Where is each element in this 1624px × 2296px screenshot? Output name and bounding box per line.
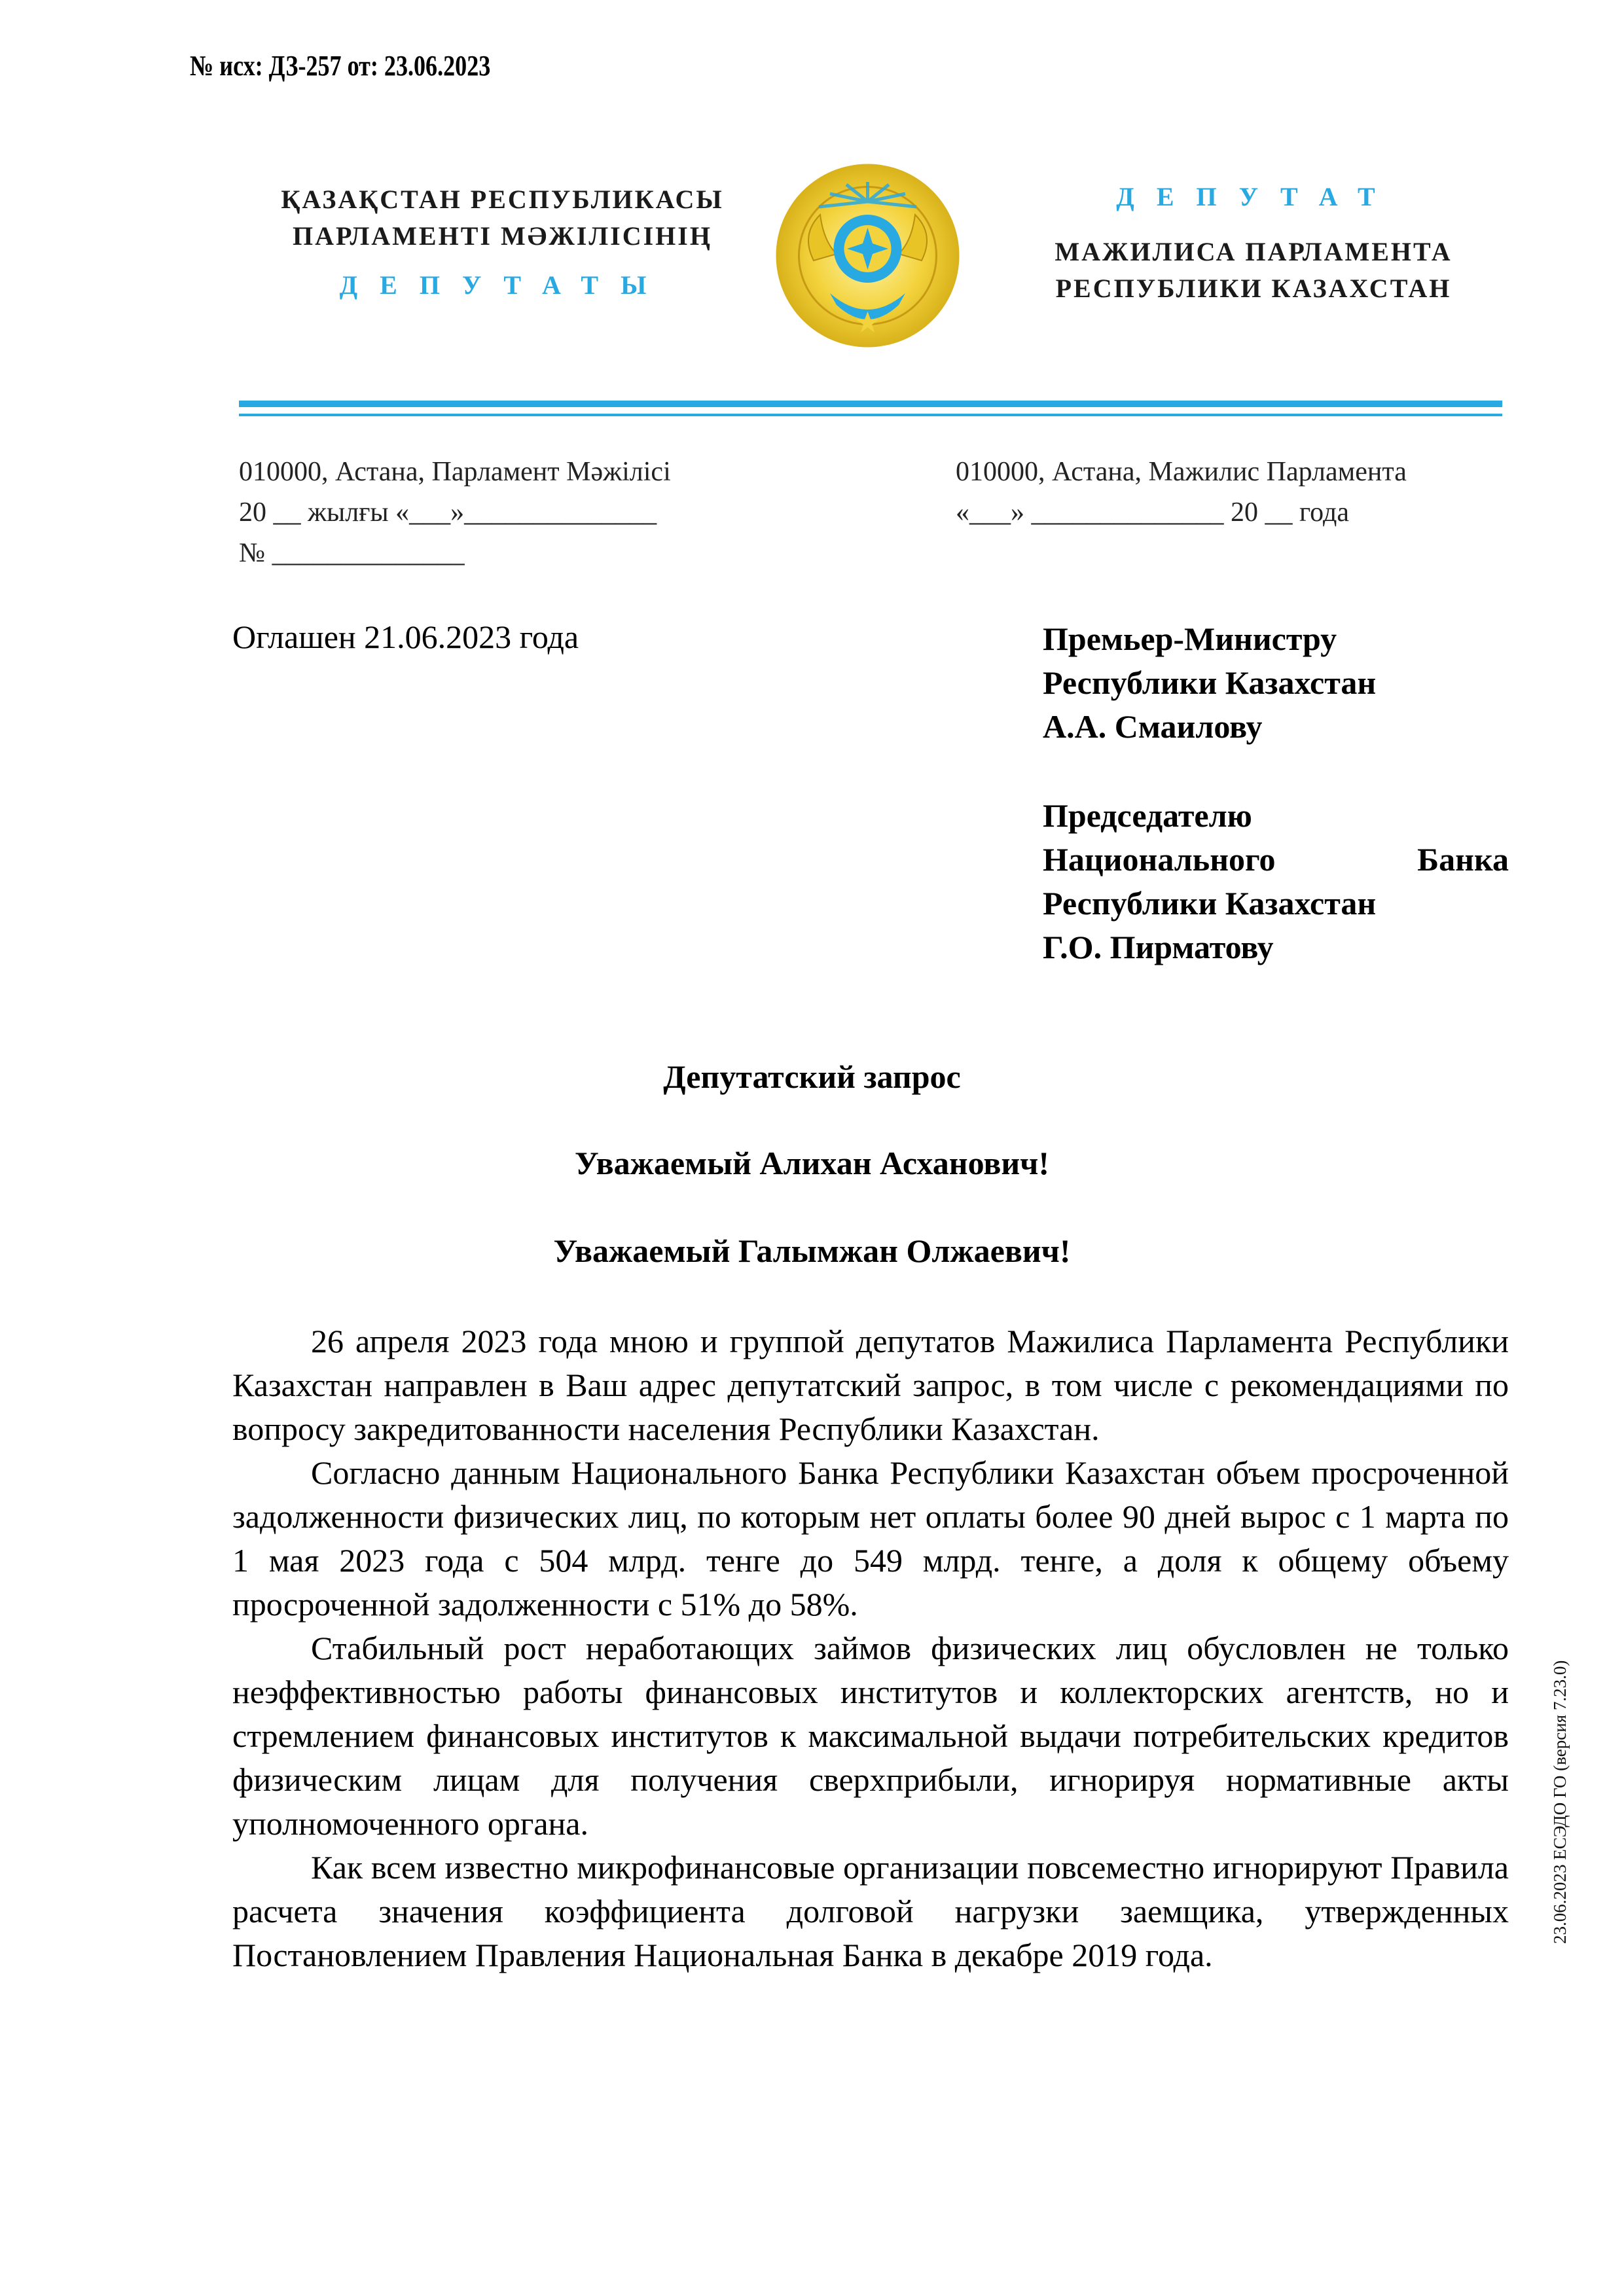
address-kz-line2: 20 __ жылғы «___»______________ [239, 497, 657, 528]
recipient2-line2b: Банка [1417, 841, 1509, 878]
address-kz [239, 452, 671, 573]
letterhead-ru-deputy: ДЕПУТАТ [1116, 182, 1398, 211]
letterhead-kz-deputy: ДЕПУТАТЫ [339, 270, 669, 300]
recipient-national-bank [1043, 794, 1509, 969]
body-paragraph: Стабильный рост неработающих займов физических лиц обусловлен не только неэффективностью работы финансовых институтов и коллекторских агентств, но и стремлением финансовых институтов к максимальной выдачи потребительских кредитов физическим лицам для получения сверхприбыли, игнорируя нормативные акты уполномоченного органа. [232, 1630, 1509, 1842]
address-ru-line1: 010000, Астана, Мажилис Парламента [956, 457, 1407, 487]
greeting-prime-minister: Уважаемый Алихан Асханович! [574, 1145, 1050, 1181]
letterhead-kz-line2: ПАРЛАМЕНТІ МӘЖІЛІСІНІҢ [293, 221, 712, 251]
document-title: Депутатский запрос [663, 1058, 961, 1095]
letterhead-rule-thin [239, 414, 1502, 416]
recipient2-line1: Председателю [1043, 797, 1252, 834]
recipient-prime-minister [1043, 617, 1509, 749]
letterhead-ru-line2: РЕСПУБЛИКИ КАЗАХСТАН [1055, 274, 1452, 303]
recipient1-line2: Республики Казахстан [1043, 664, 1377, 701]
letterhead-kz [259, 181, 746, 255]
letter-body [232, 1319, 1509, 1977]
body-paragraph: Как всем известно микрофинансовые организации повсеместно игнорируют Правила расчета значения коэффициента долговой нагрузки заемщика, утвержденных Постановлением Правления Национальная Банка в декабре 2019 года. [232, 1849, 1509, 1973]
greeting-bank-chairman: Уважаемый Галымжан Олжаевич! [553, 1232, 1071, 1269]
state-emblem-icon [774, 162, 961, 349]
address-kz-line3: № ______________ [239, 538, 465, 568]
letterhead-ru [1031, 234, 1476, 307]
side-registration-stamp: 23.06.2023 ЕСЭДО ГО (версия 7.23.0) [1550, 1660, 1570, 1944]
address-kz-line1: 010000, Астана, Парламент Мәжілісі [239, 457, 671, 487]
recipient1-line3: А.А. Смаилову [1043, 708, 1263, 745]
outgoing-number: № исх: ДЗ-257 от: 23.06.2023 [190, 50, 491, 82]
recipient2-line4: Г.О. Пирматову [1043, 929, 1274, 965]
letterhead-kz-line1: ҚАЗАҚСТАН РЕСПУБЛИКАСЫ [281, 185, 724, 214]
announced-date: Оглашен 21.06.2023 года [232, 619, 579, 655]
recipient2-line3: Республики Казахстан [1043, 885, 1377, 922]
letterhead-rule-thick [239, 401, 1502, 407]
recipient2-line2a: Национального [1043, 841, 1276, 878]
body-paragraph: 26 апреля 2023 года мною и группой депутатов Мажилиса Парламента Республики Казахстан направлен в Ваш адрес депутатский запрос, в том числе с рекомендациями по вопросу закредитованности населения Республики Казахстан. [232, 1323, 1509, 1447]
letterhead-ru-line1: МАЖИЛИСА ПАРЛАМЕНТА [1055, 237, 1453, 266]
address-ru-line2: «___» ______________ 20 __ года [956, 497, 1349, 528]
recipient1-line1: Премьер-Министру [1043, 620, 1337, 657]
recipient2-line2 [1043, 838, 1509, 882]
address-ru [956, 452, 1407, 533]
body-paragraph: Согласно данным Национального Банка Республики Казахстан объем просроченной задолженности физических лиц, по которым нет оплаты более 90 дней вырос с 1 марта по 1 мая 2023 года с 504 млрд. тенге до 549 млрд. тенге, а доля к общему объему просроченной задолженности с 51% до 58%. [232, 1454, 1509, 1623]
